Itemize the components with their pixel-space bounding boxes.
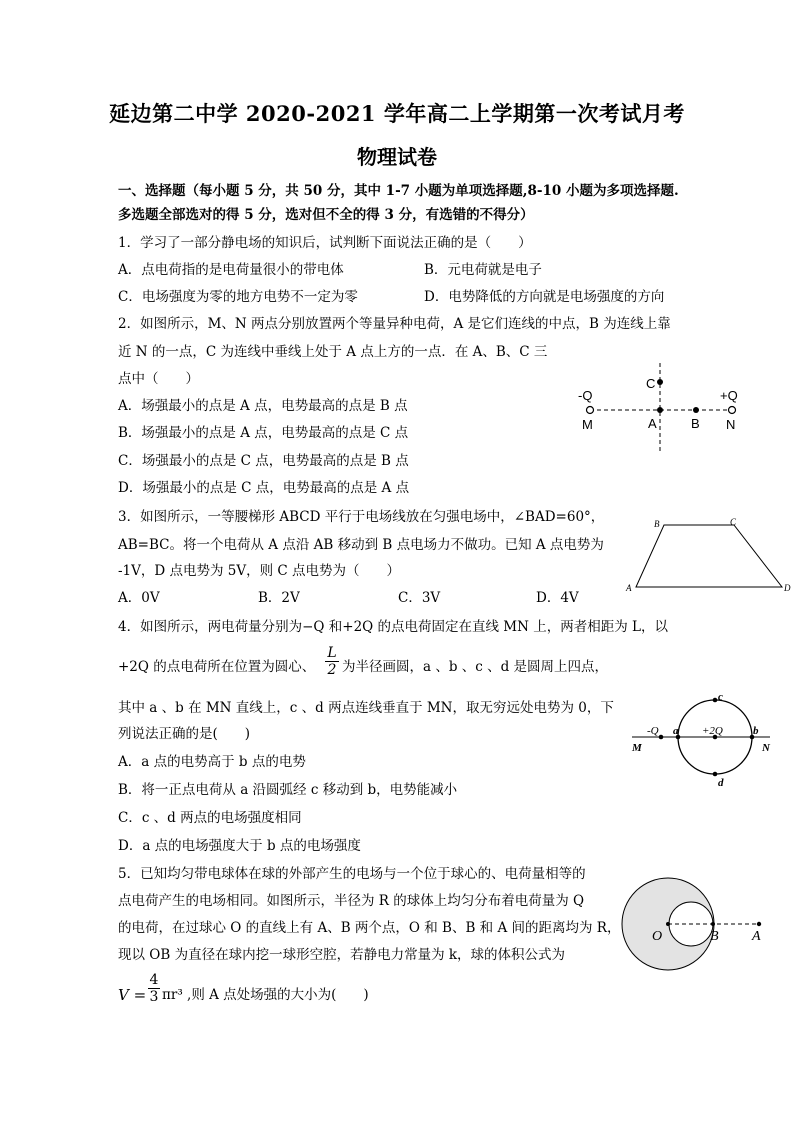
q1-stem: 1．学习了一部分静电场的知识后，试判断下面说法正确的是（ ）	[118, 235, 532, 251]
q4-option-d: D．a 点的电场强度大于 b 点的电场强度	[118, 838, 361, 854]
q3-stem-line1: 3．如图所示，一等腰梯形 ABCD 平行于电场线放在匀强电场中，∠BAD=60°，	[118, 509, 605, 525]
q3-stem-line2: AB=BC。将一个电荷从 A 点沿 AB 移动到 B 点电场力不做功。已知 A 点电势为	[118, 537, 604, 553]
section-heading-line1: 一、选择题（每小题 5 分，共 50 分，其中 1-7 小题为单项选择题,8-10 小题为多项选择题.	[118, 183, 679, 199]
q2-charge-m	[587, 407, 594, 414]
q2-label-pos: +Q	[720, 388, 738, 403]
q2-option-a: A．场强最小的点是 A 点，电势最高的点是 B 点	[118, 398, 408, 414]
page-subtitle: 物理试卷	[357, 145, 437, 169]
q5-stem-line4: 现以 OB 为直径在球内挖一球形空腔，若静电力常量为 k，球的体积公式为	[118, 947, 566, 963]
q2-figure	[570, 360, 750, 455]
q2-label-m: M	[582, 417, 593, 432]
q2-option-b: B．场强最小的点是 A 点，电势最高的点是 C 点	[118, 425, 409, 441]
q4-label-b: b	[753, 725, 759, 737]
q5-frac-den: 3	[149, 989, 159, 1005]
q4-stem-line2b: 为半径画圆，a 、b 、c 、d 是圆周上四点，	[342, 659, 609, 675]
q4-point-c	[713, 698, 718, 703]
q3-label-b: B	[654, 519, 660, 529]
page-title: 延边第二中学 2020-2021 学年高二上学期第一次考试月考	[109, 101, 685, 126]
q5-figure	[616, 872, 792, 982]
q4-figure	[622, 688, 782, 794]
q4-option-a: A．a 点的电势高于 b 点的电势	[118, 754, 306, 770]
q2-label-c: C	[646, 376, 656, 391]
q2-point-b	[693, 407, 699, 413]
q1-option-a: A．点电荷指的是电荷量很小的带电体	[118, 262, 344, 278]
q2-label-b: B	[691, 416, 700, 431]
q4-label-d: d	[718, 777, 724, 789]
q2-label-a: A	[648, 416, 657, 431]
q5-label-a: A	[752, 929, 761, 944]
q3-label-c: C	[730, 517, 737, 527]
q4-point-d	[713, 772, 718, 777]
q3-option-d: D．4V	[536, 590, 579, 606]
q5-fraction	[148, 972, 160, 1005]
q2-charge-n	[729, 407, 736, 414]
q5-stem-line5: πr³ ,则 A 点处场强的大小为( )	[162, 987, 369, 1003]
q2-point-c	[657, 379, 663, 385]
q4-label-m: M	[632, 742, 642, 754]
q3-option-a: A．0V	[118, 590, 160, 606]
q2-option-c: C．场强最小的点是 C 点，电势最高的点是 B 点	[118, 453, 409, 469]
q2-stem-line1: 2．如图所示，M、N 两点分别放置两个等量异种电荷，A 是它们连线的中点，B 为连线上靠	[118, 316, 671, 332]
q2-stem-line2: 近 N 的一点，C 为连线中垂线上处于 A 点上方的一点．在 A、B、C 三	[118, 344, 548, 360]
q4-fraction	[325, 645, 339, 678]
q4-label-posq: +2Q	[702, 725, 723, 737]
q4-frac-den: 2	[325, 661, 339, 678]
q4-frac-num: L	[327, 645, 337, 661]
q5-stem-line2: 点电荷产生的电场相同。如图所示，半径为 R 的球体上均匀分布着电荷量为 Q	[118, 893, 585, 909]
q4-label-a: a	[673, 725, 679, 737]
q2-point-a	[657, 407, 663, 413]
q3-label-a: A	[626, 583, 632, 593]
q2-option-d: D．场强最小的点是 C 点，电势最高的点是 A 点	[118, 480, 410, 496]
q3-option-b: B．2V	[258, 590, 300, 606]
q5-frac-num: 4	[149, 972, 159, 988]
q3-figure	[620, 515, 792, 595]
section-heading-line2: 多选题全部选对的得 5 分，选对但不全的得 3 分，有选错的不得分）	[118, 207, 534, 223]
q3-stem-line3: -1V，D 点电势为 5V，则 C 点电势为（ ）	[118, 563, 401, 579]
q3-label-d: D	[784, 583, 791, 593]
q5-label-b: B	[710, 929, 719, 944]
q3-option-c: C．3V	[398, 590, 441, 606]
q5-point-o	[666, 922, 670, 926]
q4-label-n: N	[762, 742, 770, 754]
q4-stem-line3: 其中 a 、b 在 MN 直线上，c 、d 两点连线垂直于 MN，取无穷远处电势为 0，下	[118, 700, 614, 716]
q1-option-c: C．电场强度为零的地方电势不一定为零	[118, 289, 358, 305]
q4-label-negq: -Q	[647, 725, 659, 737]
q4-option-c: C．c 、d 两点的电场强度相同	[118, 810, 302, 826]
q4-charge-neg	[659, 735, 664, 740]
q5-formula-v: V =	[118, 986, 147, 1004]
q2-stem-line3: 点中（ ）	[118, 371, 199, 387]
q1-option-b: B．元电荷就是电子	[424, 262, 542, 278]
q3-trapezoid	[636, 525, 782, 587]
q4-option-b: B．将一正点电荷从 a 沿圆弧经 c 移动到 b，电势能减小	[118, 782, 458, 798]
q4-label-c: c	[718, 691, 723, 703]
q2-label-neg: -Q	[578, 388, 593, 403]
q4-stem-line2a: +2Q 的点电荷所在位置为圆心、	[118, 659, 316, 675]
q5-label-o: O	[652, 929, 663, 944]
q5-point-b	[711, 922, 715, 926]
q1-option-d: D．电势降低的方向就是电场强度的方向	[424, 289, 665, 305]
q4-stem-line1: 4．如图所示，两电荷量分别为−Q 和+2Q 的点电荷固定在直线 MN 上，两者相距为 L，以	[118, 619, 668, 635]
q4-stem-line4: 列说法正确的是( )	[118, 726, 251, 742]
q5-point-a	[757, 922, 761, 926]
q5-stem-line3: 的电荷，在过球心 O 的直线上有 A、B 两个点，O 和 B、B 和 A 间的距离均为 R，	[118, 920, 621, 936]
q2-label-n: N	[726, 417, 736, 432]
q5-stem-line1: 5．已知均匀带电球体在球的外部产生的电场与一个位于球心的、电荷量相等的	[118, 866, 586, 882]
